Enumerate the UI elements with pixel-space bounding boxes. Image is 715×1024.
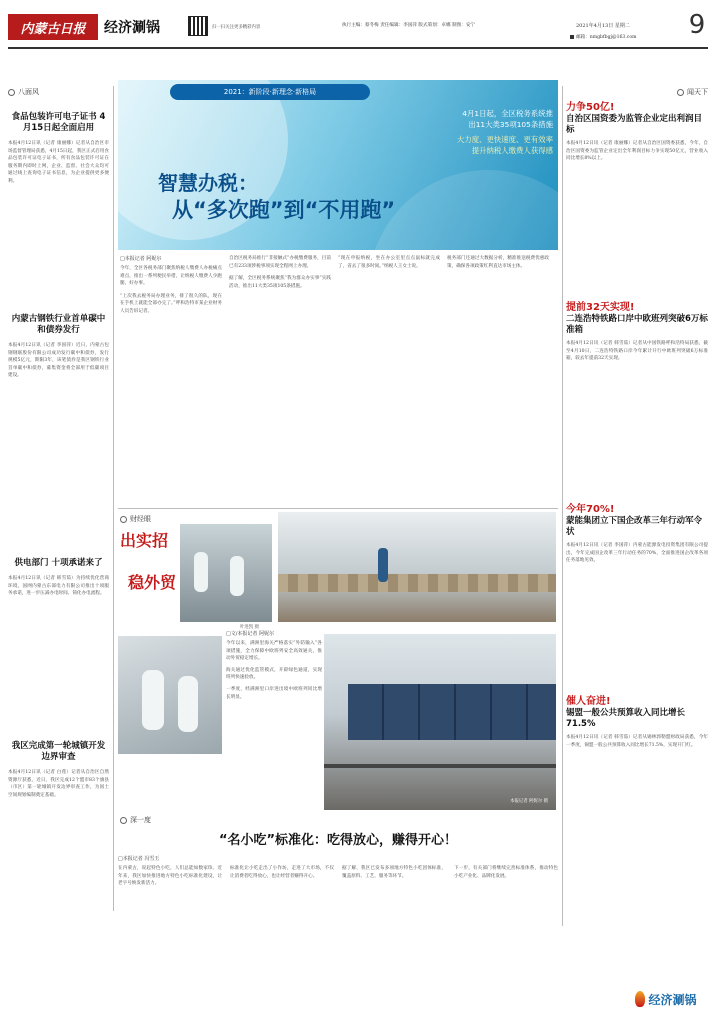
article-body: 本报4月12日讯（记者 李国萍）近日，内蒙古包钢钢联股份有限公司成功发行碳中和债券，发行规模5亿元，期限3年，该笔债券是我区钢铁行业首单碳中和债券，募集资金将全部用于低碳项目建设。 (8, 343, 109, 379)
photo-factory (180, 524, 272, 622)
footer-logo: 经济涮锅 (622, 980, 710, 1018)
headline: 供电部门 十项承诺来了 (14, 558, 103, 568)
headline-lead: 提前32天实现! (566, 302, 635, 313)
photo-label: 出实招 稳外贸 (120, 531, 177, 592)
photo-inspection (118, 636, 222, 754)
column-header: 深一度 (120, 815, 151, 825)
column-header: 八面风 (8, 86, 109, 98)
left-column (8, 86, 109, 911)
bottom-columns: 在内蒙古，说起特色小吃，人们总能如数家珍。近年来，我区加快推进地方特色小吃标准化建设，让老字号焕发新活力。 标准化让小吃走出了小作坊，走进了大市场，不仅让消费者吃得放心，也让经营者赚得开心。 据了解，我区已发布多项地方特色小吃团体标准，覆盖原料、工艺、服务等环节。 下一步，有关部门将继续完善标准体系，推动特色小吃产业化、品牌化发展。 (118, 866, 558, 887)
feature-banner (118, 80, 558, 250)
column-header: 财经眼 (120, 514, 151, 524)
masthead (0, 0, 715, 58)
right-column (566, 86, 708, 946)
headline-lead: 催人奋进! (566, 696, 611, 707)
text-column: 自治区税务局推行“非接触式”办税缴费服务，目前已有233项涉税事项实现全程网上办理。 据了解，全区税务系统聚焦“我为群众办实事”实践活动，推出11大类35项105条措施。 (229, 256, 331, 289)
circle-icon (8, 89, 15, 96)
news-item (566, 696, 708, 749)
headline-lead: 今年70%! (566, 504, 615, 515)
news-item (566, 504, 708, 692)
photo-workshop (278, 512, 556, 622)
banner-title: 智慧办税： 从“多次跑”到“不用跑” (158, 171, 396, 222)
circle-icon (677, 89, 684, 96)
square-icon (570, 35, 574, 39)
headline: 蒙能集团立下国企改革三年行动军令状 (566, 516, 703, 537)
bottom-headline: “名小吃”标准化：吃得放心，赚得开心！ (218, 833, 458, 848)
left-divider (113, 86, 114, 911)
center-article (120, 255, 556, 505)
headline: 自治区国资委为监管企业定出利润目标 (566, 114, 703, 135)
text-column: 税务部门还通过大数据分析，精准推送税费优惠政策，确保各项政策红利直达市场主体。 (447, 256, 549, 269)
photo-byline: □文/本报记者 阿妮尔 (226, 631, 274, 637)
photo-caption: 叶进凯 摄 (240, 625, 259, 630)
circle-icon (120, 516, 127, 523)
section-title: 经济涮锅 (104, 20, 160, 36)
headline-lead: 力争50亿! (566, 102, 615, 113)
flame-icon (635, 991, 645, 1007)
photo-section (118, 512, 558, 812)
banner-points: 4月1日起，全区税务系统推 出11大类35项105条措施 大力度、更快速度、更有效率 提升纳税人缴费人获得感 (456, 109, 553, 155)
banner-subtitle: 2021：新阶段·新理念·新格局 (170, 84, 370, 100)
masthead-rule (8, 47, 708, 49)
qr-code (188, 16, 208, 36)
bottom-byline: □本报记者 冯雪玉 (118, 856, 160, 862)
article-body: 本报4月12日讯（记者 韩雪茹）记者从中国铁路呼和浩特局获悉，截至4月10日，二连浩特铁路口岸今年累计开行中欧班列突破6万标准箱，较去年提前32天实现。 (566, 341, 708, 362)
email-line: 邮箱：nmgbfbgj@163.com (570, 34, 680, 40)
article-body: 本报4月12日讯（记者 李国萍）内蒙古能源发电投资集团有限公司提出，今年完成国企改革三年行动任务的70%，全面推进国企改革各项任务落地见效。 (566, 543, 708, 564)
photo-text: 今年以来，满洲里海关严格落实“外防输入”各项措施，全力保障中欧班列安全高效通关，推动外贸稳定增长。 海关通过优化监管模式，开辟绿色通道，实现班列快速验放。 一季度，经满洲里口岸进出境中欧班列同比增长明显。 (226, 641, 322, 700)
article-body: 本报4月12日讯（记者 韩雪茹）记者从锡林郭勒盟财政局获悉，今年一季度，锡盟一般公共预算收入同比增长71.5%，实现开门红。 (566, 735, 708, 748)
bottom-article (118, 815, 558, 1015)
article-body: 本报4月12日讯（记者 白莲）记者从自治区自然资源厅获悉，近日，我区完成12个盟市83个旗县（市区）第一轮城镇开发边界审查工作，为国土空间规划编制奠定基础。 (8, 770, 109, 798)
newspaper-logo: 内蒙古日报 (8, 14, 98, 40)
photo-train (324, 634, 556, 810)
page-number: 9 (688, 10, 706, 40)
headline: 锡盟一般公共预算收入同比增长71.5% (566, 708, 686, 729)
news-item (566, 102, 708, 298)
column-header: 闻天下 (566, 86, 708, 98)
headline: 我区完成第一轮城镇开发边界审查 (11, 741, 106, 762)
article-body: 本报4月12日讯（记者 韩雪茹）为持续优化营商环境，国网内蒙古东部电力有限公司推出十项服务承诺，进一步压减办电时间、简化办电流程。 (8, 576, 109, 597)
headline: 内蒙古钢铁行业首单碳中和债券发行 (11, 314, 106, 335)
news-item (566, 302, 708, 500)
headline: 食品包装许可电子证书 4月15日起全面启用 (11, 112, 106, 133)
date-line: 2021年4月13日 星期二 (576, 23, 630, 29)
photo-caption: 本报记者 阿妮尔 摄 (510, 799, 548, 804)
headline: 二连浩特铁路口岸中欧班列突破6万标准箱 (566, 314, 708, 335)
article-body: 本报4月12日讯（记者 康丽娜）记者从自治区市场监督管理局获悉，4月15日起，我区正式启用食品包装许可证电子证书，所有食品包装许可证在服务期内即时上网，企业、监督、社会大众均可通过线上查询电子证书信息，为企业提供更多便利。 (8, 141, 109, 184)
article-body: 本报4月12日讯（记者 康丽娜）记者从自治区国资委获悉，今年，自治区国资委为监管企业定出全年利润目标力争实现50亿元，营业收入同比增长8%以上。 (566, 141, 708, 162)
text-column: □本报记者 阿妮尔 今年，全区各税务部门聚焦纳税人缴费人办税痛点难点，推出一系列便民举措，让纳税人缴费人少跑腿、好办事。 “上次我去税务局办理业务，排了很久的队，现在在手机上就能全部办完了。”呼和浩特市某企业财务人员告诉记者。 (120, 256, 222, 314)
circle-icon (120, 817, 127, 824)
editor-line: 执行主编：蔡冬梅 责任编辑：李国萍 版式策划：卓娜 制图：安宁 (342, 23, 476, 28)
qr-note: 扫一扫关注更多精彩内容 (212, 25, 261, 30)
section-rule (118, 508, 558, 509)
text-column: “现在申报纳税，坐在办公室里点点鼠标就完成了，省去了很多时间。”纳税人王女士说。 (338, 256, 440, 269)
right-divider (562, 86, 563, 926)
